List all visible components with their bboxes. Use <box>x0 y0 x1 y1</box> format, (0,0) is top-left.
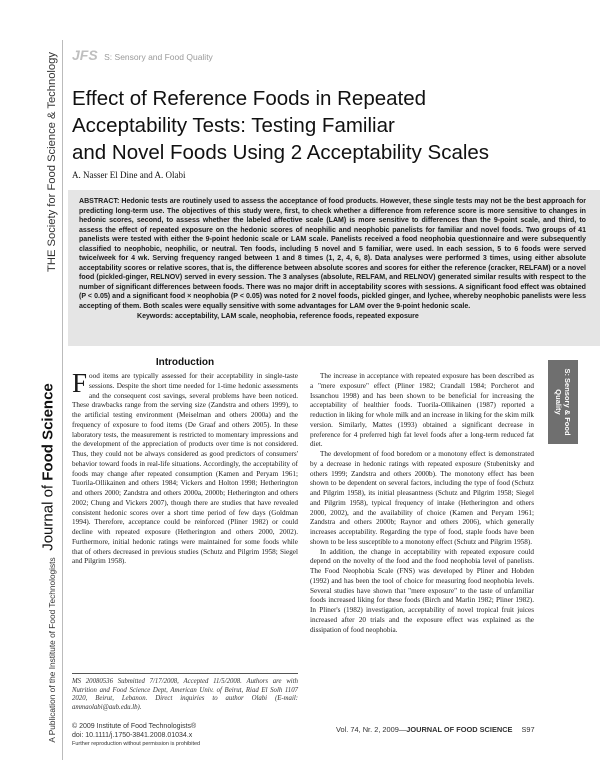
drop-cap: F <box>72 368 88 398</box>
manuscript-note: MS 20080536 Submitted 7/17/2008, Accepted 11/5/2008. Authors are with Nutrition and Food Science Dept, American Univ. of Beirut, Riad El Solh 1107 2020, Beirut, Lebanon. Direct inquiries to author Olabi (E-mail: ammaolabi@aub.edu.lb). <box>72 673 298 713</box>
article-title <box>72 85 572 166</box>
society-name: THE Society for Food Science & Technology <box>46 52 58 272</box>
text-column-right <box>310 372 534 635</box>
section-name: S: Sensory and Food Quality <box>104 52 213 62</box>
journal-header <box>72 47 213 65</box>
abstract-label: ABSTRACT: <box>79 198 120 205</box>
journal-name: JOURNAL OF FOOD SCIENCE <box>406 725 513 734</box>
sidebar-divider <box>62 40 63 760</box>
doi: doi: 10.1111/j.1750-3841.2008.01034.x <box>72 732 193 739</box>
copyright: © 2009 Institute of Food Technologists® <box>72 723 197 730</box>
title-line: and Novel Foods Using 2 Acceptability Scales <box>72 141 490 164</box>
reproduction-notice: Further reproduction without permission is prohibited <box>72 741 201 747</box>
paragraph <box>72 368 298 567</box>
introduction-heading: Introduction <box>155 357 215 368</box>
journal-logo <box>26 372 70 562</box>
title-line: Acceptability Tests: Testing Familiar <box>72 114 395 137</box>
footer-copyright <box>72 722 200 749</box>
abstract-box <box>68 190 600 346</box>
title-line: Effect of Reference Foods in Repeated <box>72 87 427 110</box>
journal-abbreviation: JFS <box>72 47 98 63</box>
journal-logo-prefix: Journal of <box>39 484 57 551</box>
paragraph: In addition, the change in acceptability with repeated exposure could depend on the novelty of the food and the food neophobia level of panelists. The Food Neophobia Scale (FNS) was developed by Pliner and Hobden (1992) and has been the tool of choice for measuring food neophobia levels. Several studies have shown that "mere exposure" to the taste of unfamiliar foods increased liking for these foods (Birch and Marlin 1982; Pliner 1982). In Pliner's (1982) investigation, acceptability of novel tropical fruit juices increased after 20 trials and the exposure effect was explained as the dissipation of food neophobia. <box>310 547 534 634</box>
side-tab-line: Quality <box>554 389 563 415</box>
section-side-tab <box>548 360 578 444</box>
volume-info: Vol. 74, Nr. 2, 2009— <box>336 725 407 734</box>
paragraph: The development of food boredom or a monotony effect is demonstrated by a decrease in hedonic ratings with repeated exposure (Stubenitsky and others 1999; Zandstra and others 2000b). The monotony effect has been shown to be dependent on several factors, including the type of food (Schutz and Pilgrim 1958), its initial pleasantness (Schutz and Pilgrim 1958; Siegel and Pilgrim 1958), typical frequency of intake (Hetherington and others 2000, 2002), and the availability of choice (Kamen and Peryam 1961; Zandstra and others 2000b; Raynor and others 2006), which generally increases acceptability. Regarding the type of food, staple foods have been shown to be less susceptible to a monotony effect (Schutz and Pilgrim 1958). <box>310 450 534 546</box>
footer-journal <box>336 725 535 734</box>
publisher-note: A Publication of the Institute of Food Technologists <box>47 557 57 743</box>
abstract-text: Hedonic tests are routinely used to assess the acceptance of food products. However, these single tests may not be the best approach for predicting long-term use. The objectives of this study were, first, to check whether a difference from reference score is more sensitive to changes in hedonic scores, second, to assess whether the labeled affective scale (LAM) is more sensitive to differences than the 9-point scale, and third, to assess the effect of repeated exposure on the hedonic scores of neophilic and neophobic panelists for familiar and novel foods. Two groups of 41 panelists were tested with either the 9-point hedonic scale or LAM scale. Panelists received a food neophobia questionnaire and were subsequently classified to neophobic, neophilic, or neutral. Ten foods, including 5 novel and 5 familiar, were used. In each session, 5 to 6 foods were served twice/week for 4 wk. Serving frequency ranged between 1 and 8 times (1, 2, 4, 6, 8). Data analyses were performed 3 times, using either absolute acceptability scores or relative scores, that is, the difference between absolute scores and scores for either the reference (cracker, RELFAM) or a novel food (pickled-ginger, RELNOV) served in every session. The 3 analyses (absolute, RELFAM, and RELNOV) generated similar results with respect to the number of significant differences between foods. There was no major drift in acceptability scores with sessions. A significant food effect was obtained (P < 0.05) and a significant food × neophobia (P < 0.05) was noted for 2 novel foods, pickled ginger, and lychee, whereby neophobic panelists were less accepting of them. Both scales were equally sensitive with some advantages for LAM over the 9-point hedonic scale. <box>79 198 586 311</box>
keywords: Keywords: acceptability, LAM scale, neophobia, reference foods, repeated exposure <box>137 312 419 320</box>
text-column-left <box>72 368 298 567</box>
paragraph-text: ood items are typically assessed for their acceptability in single-taste sessions. Despite the short time needed for 1-time hedonic assessments and the consequent cost savings, several problems have been noticed. These drawbacks range from the serving size (Zandstra and others 1999), to the artificial testing environment (Meiselman and others 2000a) and the frequency of exposure to food items (De Graaf and others 2005). In these laboratory tests, the measurement is restricted to momentary impressions and the development of the appreciation of products over time is not considered. Thus, they could not be always considered as good predictors of consumers' behavior toward foods in real-life situations. Accordingly, the acceptability of foods may change after repeated consumption (Kamen and Peryam 1961; Tuorila-Ollikainen and others 1984; Vickers and Holton 1998; Hetherington and others 2000; Zandstra and others 2000a, 2000b; Hetherington and others 2002; Chung and Vickers 2007), though there are studies that have revealed consistent hedonic scores over a short time period of few days (Goldman 1994). Therefore, acceptance could be reinforced (Pliner 1982) or could decline with repeated exposure (Hetherington and others 2000, 2002). Furthermore, initial hedonic ratings were maintained for some foods while that of others decreased in previous studies (Schutz and Pilgrim 1958; Siegel and Pilgrim 1958). <box>72 372 298 566</box>
journal-logo-name: Food Science <box>39 383 57 481</box>
paragraph: The increase in acceptance with repeated exposure has been described as a "mere exposure" effect (Pliner 1982; Crandall 1984; Porcherot and Issanchou 1998) and has been shown to be beneficial for increasing the acceptability of healthier foods. Tuorila-Ollikainen (1987) reported a reduction in liking for whole milk and an increase in liking for the skim milk version. Similarly, Mattes (1993) obtained a significant decrease in preference for 4 preferred high fat level foods after a long-term reduced fat diet. <box>310 372 534 449</box>
article-authors: A. Nasser El Dine and A. Olabi <box>72 170 186 180</box>
page-number: S97 <box>521 725 535 734</box>
side-tab-line: S: Sensory & Food <box>563 368 572 436</box>
society-sidebar <box>44 12 60 312</box>
publisher-sidebar <box>44 545 60 755</box>
